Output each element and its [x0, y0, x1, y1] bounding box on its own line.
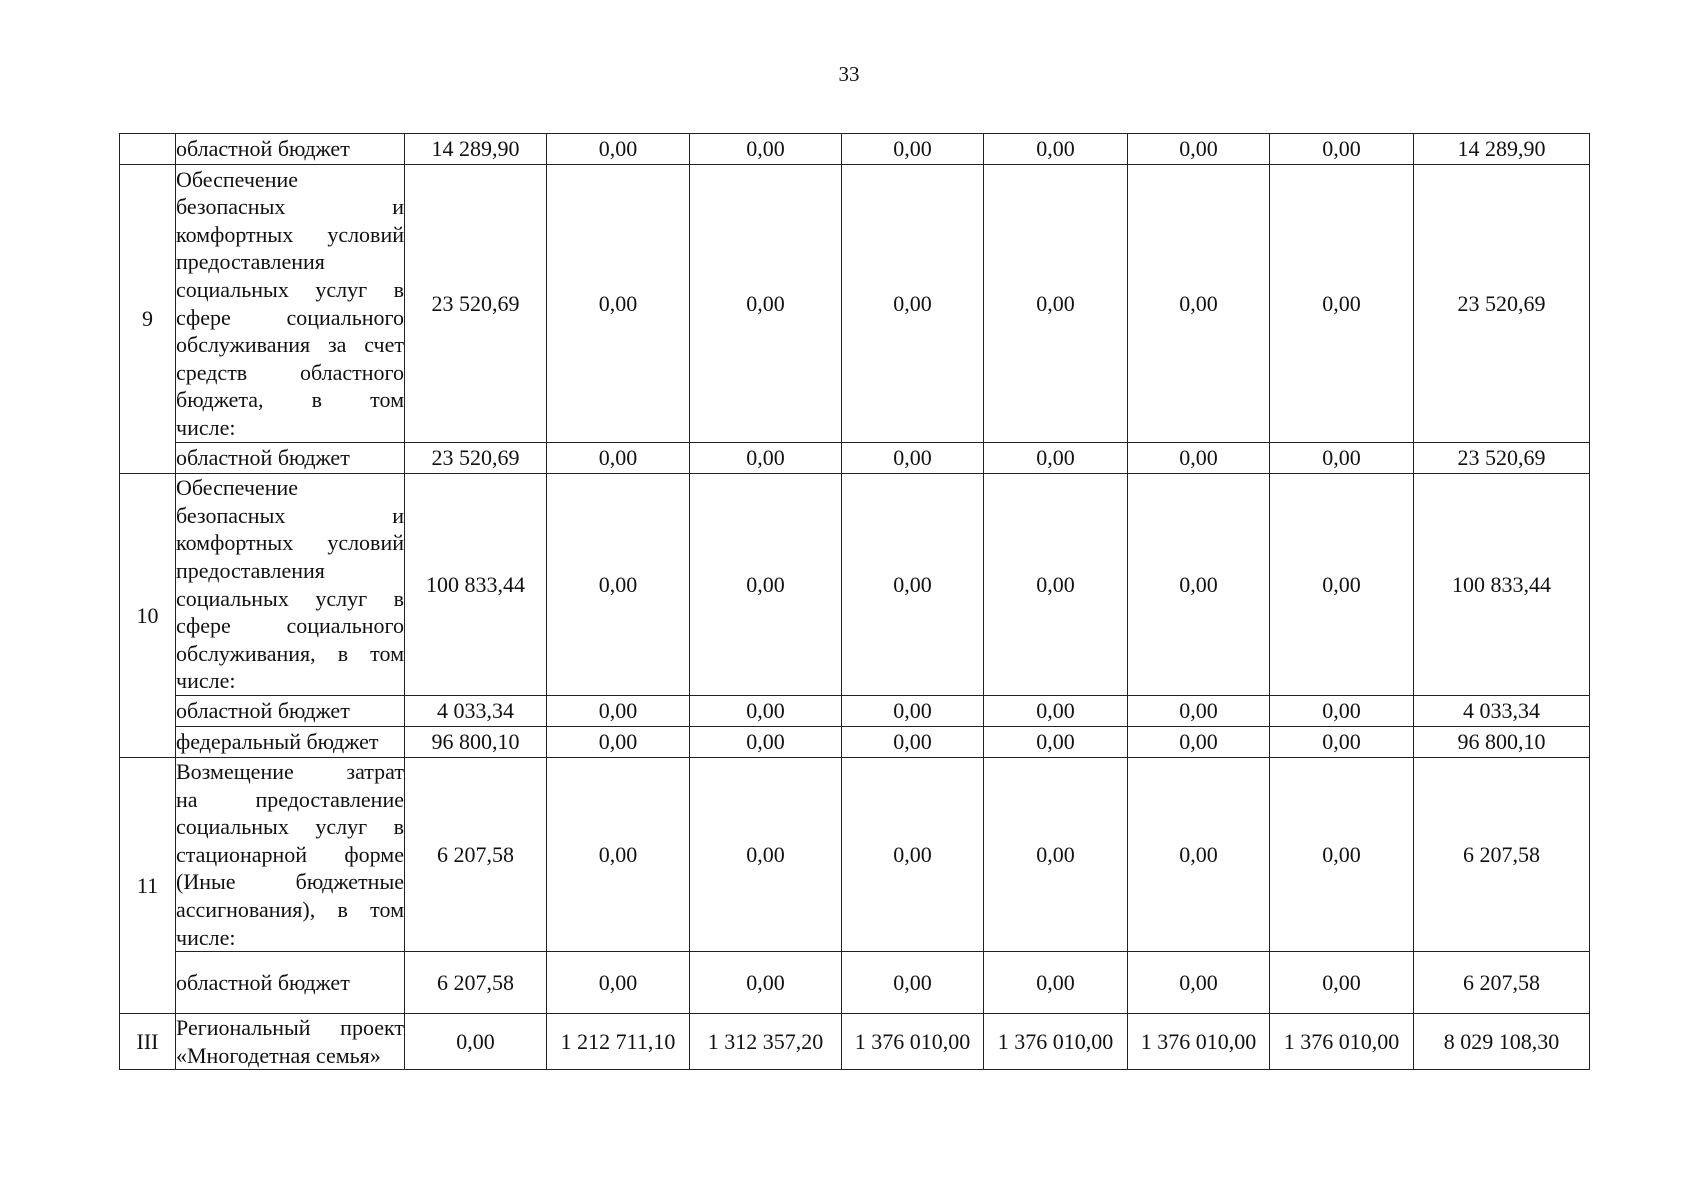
row-description: [176, 474, 405, 696]
table-row: [120, 134, 1590, 165]
row-description: [176, 1014, 405, 1070]
value-cell: 0,00: [547, 696, 690, 727]
index-cell: 10: [120, 474, 176, 758]
value-cell: 0,00: [1270, 758, 1414, 952]
value-cell: 0,00: [1128, 758, 1270, 952]
value-cell: 0,00: [1128, 134, 1270, 165]
value-cell: 0,00: [842, 952, 984, 1014]
value-cell: 0,00: [1128, 952, 1270, 1014]
description-line: «Многодетная семья»: [176, 1042, 381, 1068]
value-cell: 0,00: [1128, 474, 1270, 696]
value-cell: 23 520,69: [405, 443, 547, 474]
description-line: предоставления: [176, 249, 325, 275]
row-label: областной бюджет: [176, 443, 405, 474]
value-cell: 0,00: [690, 952, 842, 1014]
row-label: областной бюджет: [176, 134, 405, 165]
value-cell: 0,00: [690, 165, 842, 443]
value-cell: 6 207,58: [1414, 952, 1590, 1014]
row-description: [176, 758, 405, 952]
row-description: [176, 165, 405, 443]
description-line: Возмещение затрат: [176, 759, 404, 784]
description-line: обслуживания, в том: [176, 640, 404, 666]
row-label: федеральный бюджет: [176, 727, 405, 758]
value-cell: 0,00: [842, 758, 984, 952]
description-line: социальных услуг в: [176, 276, 404, 302]
index-cell: [120, 134, 176, 165]
value-cell: 100 833,44: [405, 474, 547, 696]
description-line: социальных услуг в: [176, 814, 404, 840]
value-cell: 0,00: [1128, 165, 1270, 443]
description-line: сфере социального: [176, 613, 404, 639]
index-cell: 11: [120, 758, 176, 1014]
value-cell: 0,00: [984, 696, 1128, 727]
table-row: [120, 165, 1590, 443]
value-cell: 0,00: [984, 474, 1128, 696]
value-cell: 0,00: [1128, 443, 1270, 474]
description-line: обслуживания за счет: [176, 332, 404, 358]
value-cell: 0,00: [690, 758, 842, 952]
value-cell: 0,00: [547, 165, 690, 443]
budget-table: [119, 133, 1590, 1070]
description-line: бюджета, в том: [176, 387, 404, 413]
value-cell: 0,00: [690, 134, 842, 165]
table-row: [120, 758, 1590, 952]
value-cell: 0,00: [405, 1014, 547, 1070]
table-row: [120, 696, 1590, 727]
value-cell: 6 207,58: [405, 758, 547, 952]
row-label: областной бюджет: [176, 696, 405, 727]
description-line: Обеспечение безопасных и: [176, 475, 404, 528]
value-cell: 96 800,10: [1414, 727, 1590, 758]
description-line: Обеспечение безопасных и: [176, 166, 404, 220]
description-line: сфере социального: [176, 304, 404, 330]
table-row: [120, 727, 1590, 758]
value-cell: 0,00: [1128, 727, 1270, 758]
table-row: [120, 952, 1590, 1014]
value-cell: 1 376 010,00: [842, 1014, 984, 1070]
value-cell: 6 207,58: [1414, 758, 1590, 952]
value-cell: 0,00: [1270, 443, 1414, 474]
value-cell: 14 289,90: [405, 134, 547, 165]
description-line: комфортных условий: [176, 221, 404, 247]
value-cell: 1 376 010,00: [984, 1014, 1128, 1070]
value-cell: 0,00: [1270, 474, 1414, 696]
value-cell: 0,00: [1270, 952, 1414, 1014]
value-cell: 100 833,44: [1414, 474, 1590, 696]
value-cell: 0,00: [842, 165, 984, 443]
table-row: [120, 1014, 1590, 1070]
value-cell: 23 520,69: [1414, 443, 1590, 474]
index-cell: 9: [120, 165, 176, 474]
description-line: числе:: [176, 414, 236, 440]
value-cell: 0,00: [547, 727, 690, 758]
value-cell: 0,00: [547, 758, 690, 952]
value-cell: 0,00: [842, 134, 984, 165]
description-line: предоставления: [176, 557, 325, 583]
value-cell: 0,00: [842, 696, 984, 727]
value-cell: 0,00: [984, 758, 1128, 952]
description-line: числе:: [176, 924, 236, 950]
description-line: (Иные бюджетные: [176, 869, 404, 895]
value-cell: 4 033,34: [405, 696, 547, 727]
value-cell: 1 312 357,20: [690, 1014, 842, 1070]
value-cell: 23 520,69: [405, 165, 547, 443]
description-line: стационарной форме: [176, 841, 404, 867]
value-cell: 0,00: [1270, 165, 1414, 443]
value-cell: 0,00: [984, 443, 1128, 474]
table-row: [120, 443, 1590, 474]
value-cell: 0,00: [690, 443, 842, 474]
value-cell: 0,00: [690, 474, 842, 696]
value-cell: 8 029 108,30: [1414, 1014, 1590, 1070]
value-cell: 0,00: [547, 952, 690, 1014]
value-cell: 0,00: [984, 727, 1128, 758]
value-cell: 0,00: [547, 443, 690, 474]
table-row: [120, 474, 1590, 696]
value-cell: 0,00: [547, 474, 690, 696]
value-cell: 0,00: [1270, 727, 1414, 758]
value-cell: 0,00: [842, 474, 984, 696]
value-cell: 23 520,69: [1414, 165, 1590, 443]
value-cell: 1 376 010,00: [1128, 1014, 1270, 1070]
value-cell: 0,00: [984, 165, 1128, 443]
value-cell: 0,00: [547, 134, 690, 165]
value-cell: 0,00: [690, 696, 842, 727]
value-cell: 0,00: [842, 727, 984, 758]
value-cell: 0,00: [1128, 696, 1270, 727]
value-cell: 4 033,34: [1414, 696, 1590, 727]
value-cell: 0,00: [690, 727, 842, 758]
description-line: ассигнования), в том: [176, 896, 404, 922]
description-line: Региональный проект: [176, 1015, 404, 1041]
value-cell: 0,00: [1270, 134, 1414, 165]
value-cell: 1 212 711,10: [547, 1014, 690, 1070]
description-line: числе:: [176, 668, 236, 694]
index-cell: III: [120, 1014, 176, 1070]
value-cell: 14 289,90: [1414, 134, 1590, 165]
value-cell: 96 800,10: [405, 727, 547, 758]
row-label: областной бюджет: [176, 952, 405, 1014]
table-body: [120, 134, 1590, 1070]
page-number: 33: [838, 62, 860, 86]
description-line: средств областного: [176, 359, 404, 385]
value-cell: 1 376 010,00: [1270, 1014, 1414, 1070]
value-cell: 0,00: [984, 134, 1128, 165]
description-line: социальных услуг в: [176, 585, 404, 611]
value-cell: 0,00: [984, 952, 1128, 1014]
description-line: комфортных условий: [176, 530, 404, 556]
value-cell: 0,00: [842, 443, 984, 474]
description-line: на предоставление: [176, 786, 404, 812]
value-cell: 0,00: [1270, 696, 1414, 727]
value-cell: 6 207,58: [405, 952, 547, 1014]
